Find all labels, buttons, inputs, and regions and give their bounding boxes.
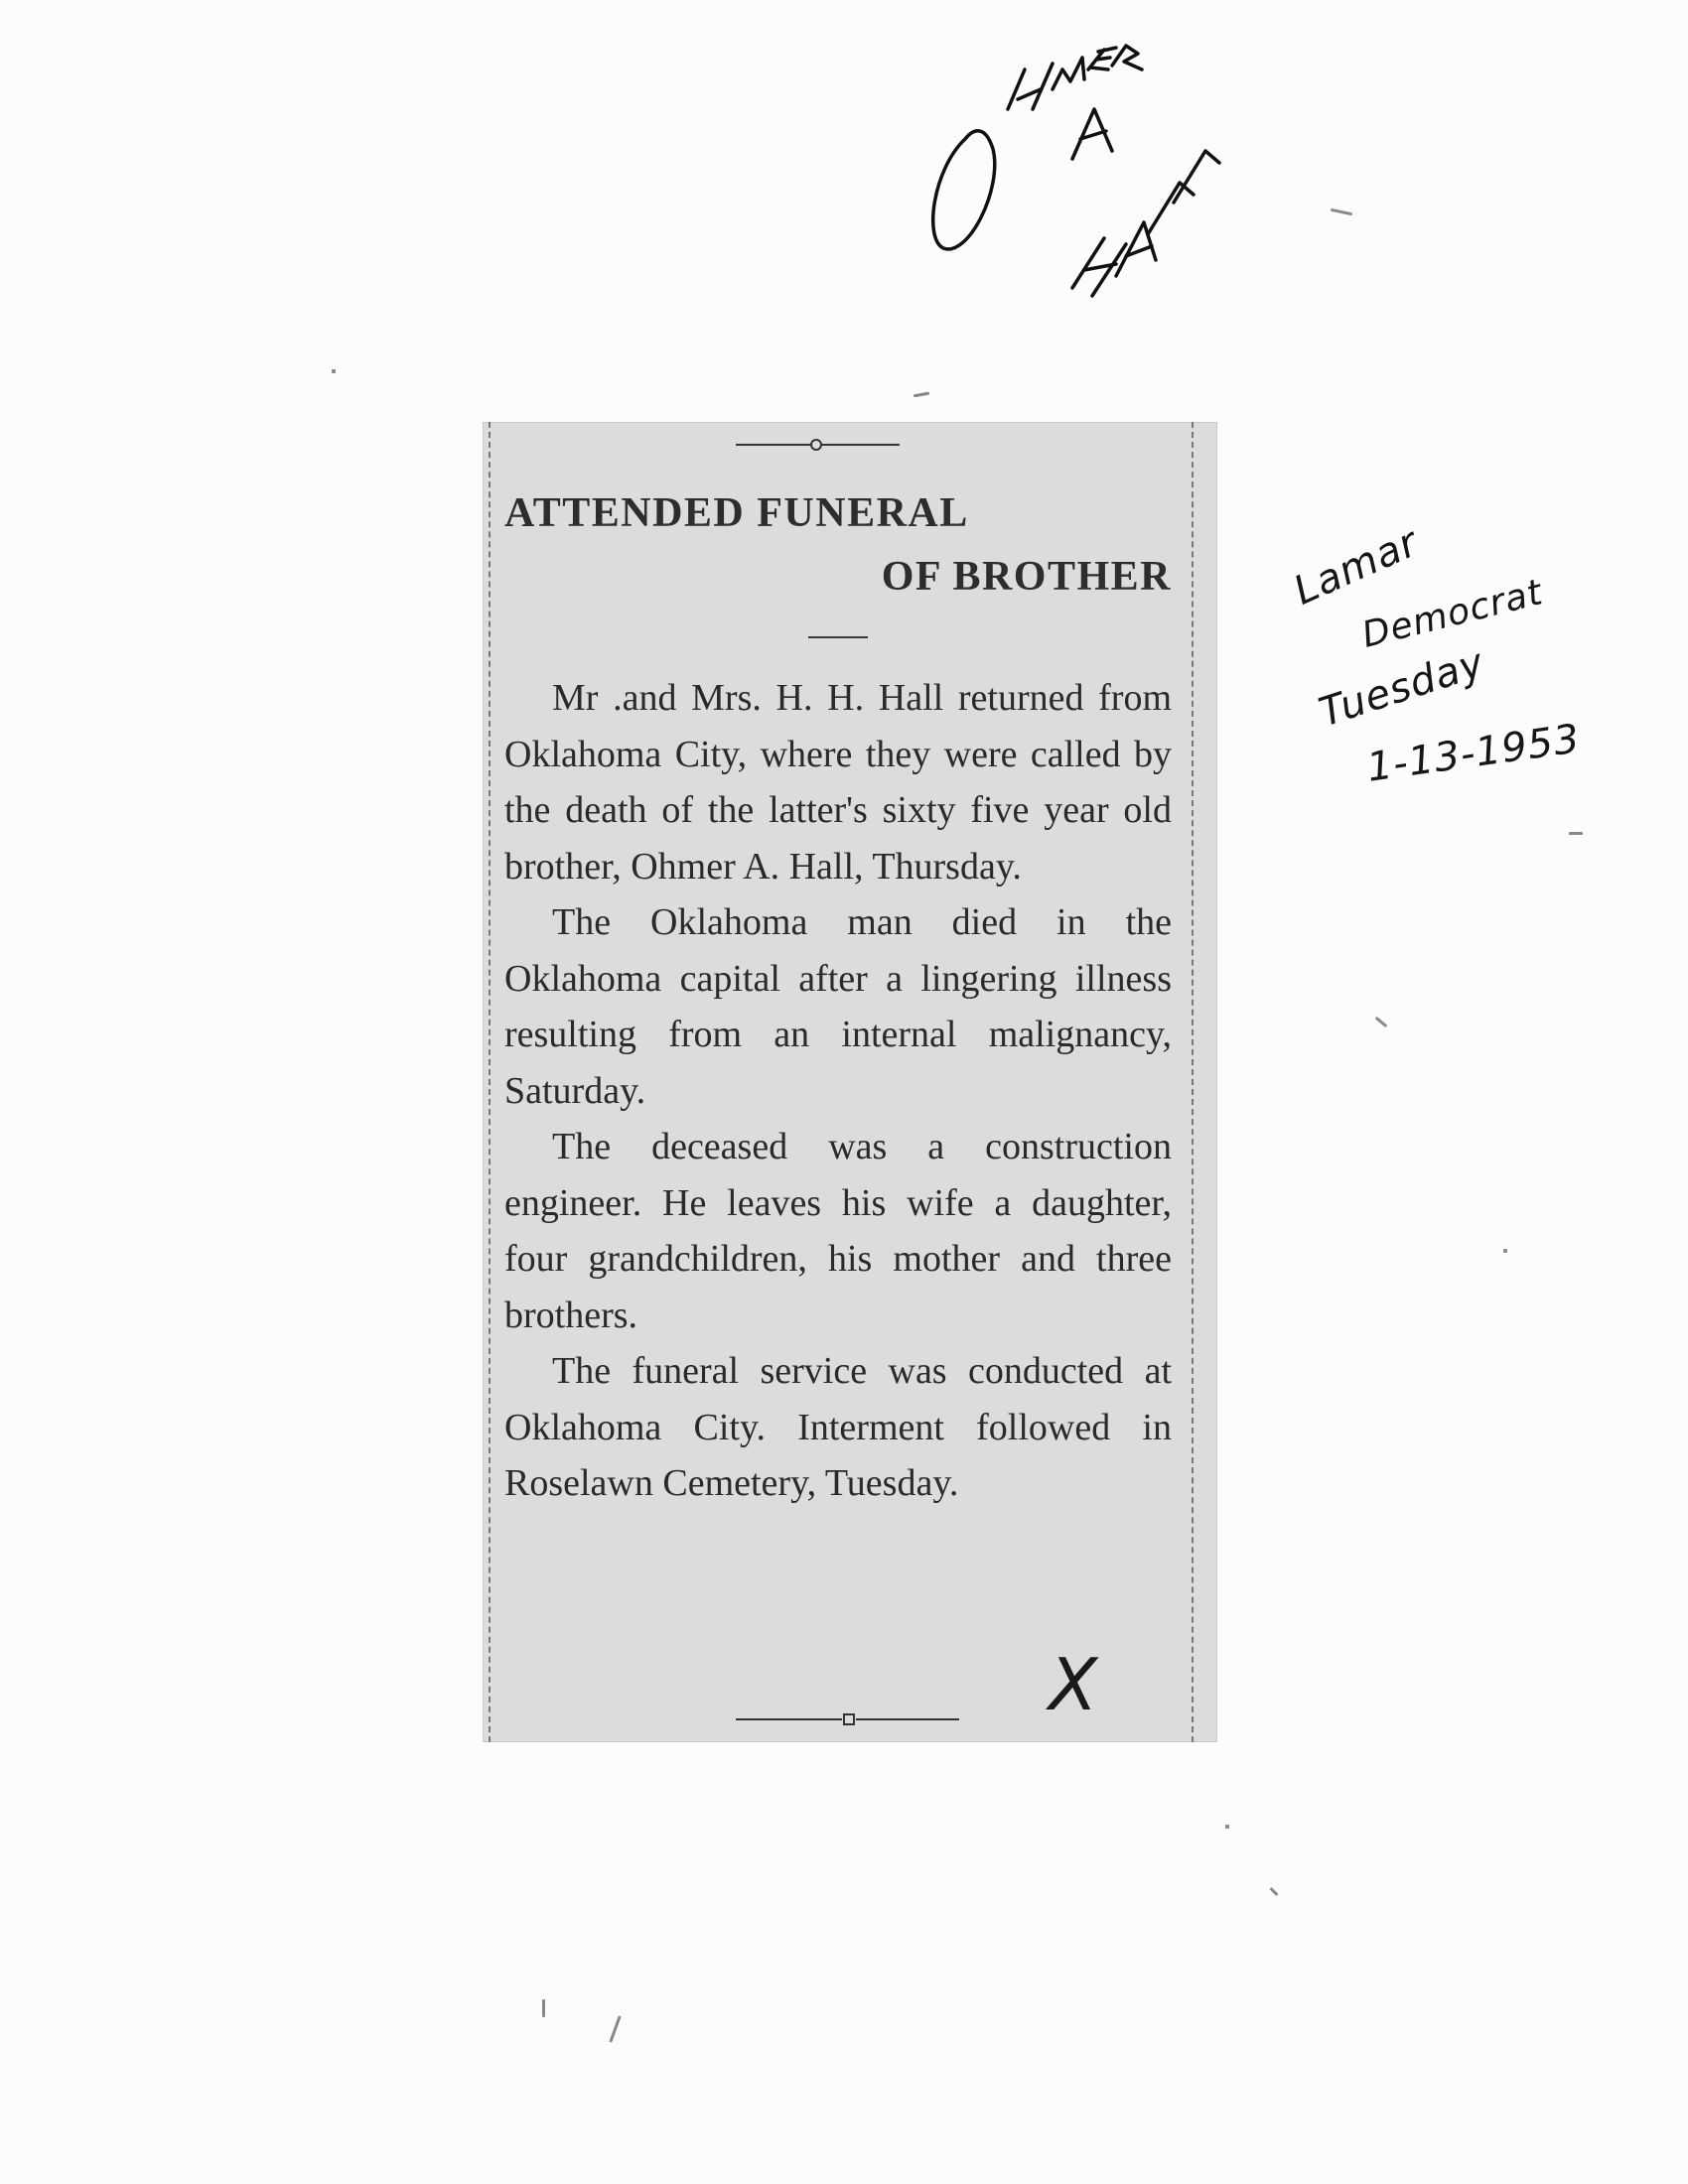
bottom-ornament-rule xyxy=(483,1705,1217,1734)
scan-speck xyxy=(542,1999,545,2017)
scan-speck xyxy=(1375,1017,1388,1027)
article-paragraph-2: The Oklahoma man died in the Oklahoma capital after a lingering illness resulting from an internal malignancy, Saturday. xyxy=(504,901,1172,1112)
scan-speck xyxy=(1269,1887,1278,1896)
article-paragraph-4: The funeral service was conducted at Oklahoma City. Interment followed in Roselawn Cemetery, Tuesday. xyxy=(504,1350,1172,1504)
headline-line1: ATTENDED FUNERAL xyxy=(504,490,969,536)
handwritten-name-note xyxy=(914,40,1251,318)
newspaper-name-line2: Democrat xyxy=(1357,572,1547,656)
newspaper-clipping xyxy=(483,422,1217,1742)
scan-speck xyxy=(1569,832,1583,835)
headline-line2: OF BROTHER xyxy=(881,554,1172,600)
column-rule-left xyxy=(489,422,491,1742)
scan-speck xyxy=(609,2015,621,2042)
scan-speck xyxy=(914,392,929,398)
date-note: 1-13-1953 xyxy=(1363,716,1584,791)
handwritten-source-note xyxy=(1271,519,1628,794)
headline xyxy=(504,481,1172,609)
handwriting-strokes xyxy=(914,40,1251,318)
scan-speck xyxy=(332,369,336,373)
scan-speck xyxy=(1225,1825,1229,1829)
top-ornament-rule xyxy=(483,430,1217,460)
scan-speck xyxy=(1503,1249,1507,1253)
weekday-note: Tuesday xyxy=(1314,639,1490,737)
article xyxy=(504,481,1172,1512)
scan-speck xyxy=(1331,208,1352,216)
article-paragraph-1: Mr .and Mrs. H. H. Hall returned from Oklahoma City, where they were called by the death of the latter's sixty five year old brother, Ohmer A. Hall, Thursday. xyxy=(504,677,1172,887)
newspaper-name-line1: Lamar xyxy=(1287,519,1426,614)
margin-x-mark: X xyxy=(1049,1643,1098,1726)
headline-divider xyxy=(808,636,868,638)
article-paragraph-3: The deceased was a construction engineer. He leaves his wife a daughter, four grandchildren, his mother and three brothers. xyxy=(504,1126,1172,1336)
column-rule-right xyxy=(1192,422,1194,1742)
